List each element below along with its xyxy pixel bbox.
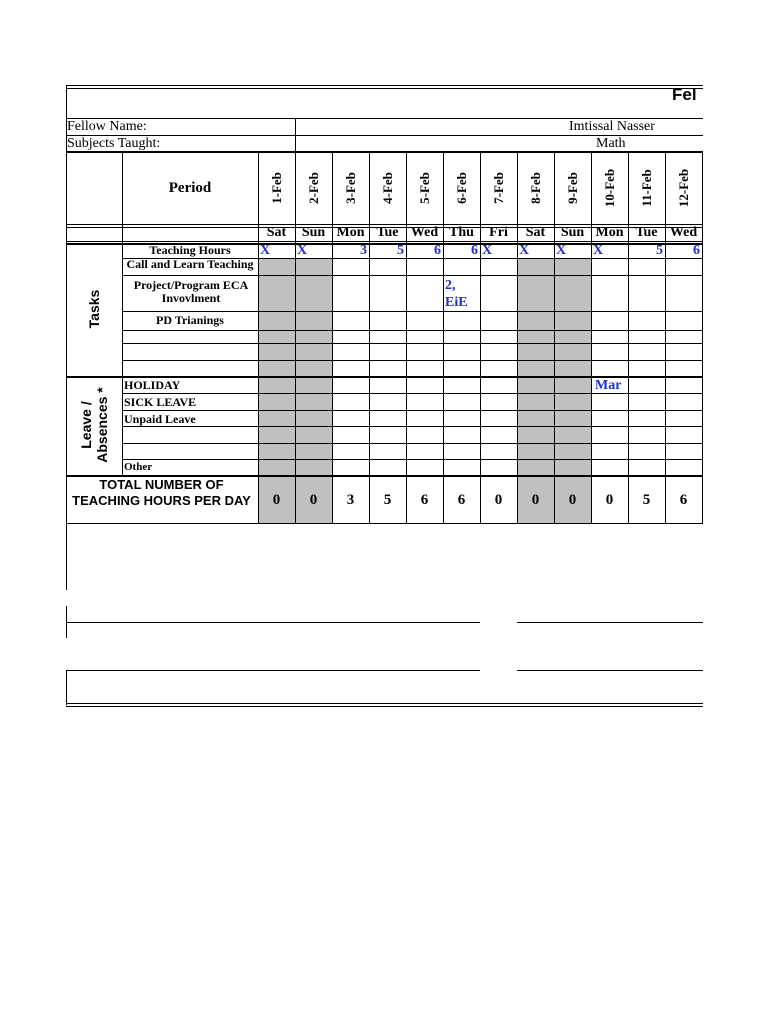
teaching-hours-cell[interactable]: 6 [693,243,700,258]
fellow-name-value: Imtissal Nasser [569,119,655,134]
total-cell: 0 [309,492,318,508]
day-name: Mon [336,225,365,240]
date-header: 1-Feb [268,172,284,204]
leave-group-label: Leave / Absences * [78,387,110,463]
teaching-hours-cell[interactable]: X [519,243,530,258]
subjects-value: Math [596,136,626,151]
date-header: 12-Feb [675,168,691,208]
date-header: 4-Feb [379,172,395,204]
leave-sick: SICK LEAVE [124,395,197,409]
total-cell: 6 [420,492,429,508]
teaching-hours-cell[interactable]: 5 [397,243,404,258]
date-header: 9-Feb [564,172,580,204]
day-name: Mon [595,225,624,240]
task-project-eca: Project/Program ECA Invovlment [133,278,249,305]
date-header: 10-Feb [601,168,617,208]
date-header: 5-Feb [416,172,432,204]
teaching-hours-cell[interactable]: 6 [434,243,441,258]
total-cell: 6 [679,492,688,508]
leave-other: Other [124,461,153,473]
period-label: Period [168,180,212,196]
leave-unpaid: Unpaid Leave [124,412,196,426]
date-header: 11-Feb [638,169,654,207]
teaching-hours-cell[interactable]: 5 [656,243,663,258]
date-header: 6-Feb [453,172,469,204]
teaching-hours-cell[interactable]: X [556,243,567,258]
total-cell: 3 [346,492,355,508]
total-cell: 0 [272,492,281,508]
eca-thu-cell[interactable]: 2, EiE [445,278,468,310]
fellow-name-label: Fellow Name: [67,119,147,134]
day-name: Sun [560,225,585,240]
subjects-label: Subjects Taught: [67,136,161,151]
day-name: Wed [410,225,439,240]
date-header: 3-Feb [342,172,358,204]
total-cell: 0 [605,492,614,508]
day-name: Tue [635,225,658,240]
tasks-group-label: Tasks [86,289,102,329]
task-call-and-learn: Call and Learn Teaching [126,257,254,271]
teaching-hours-cell[interactable]: 6 [471,243,478,258]
day-name: Fri [489,225,508,240]
task-pd-trainings: PD Trianings [156,313,224,327]
sheet-title: Fel [672,85,697,104]
total-cell: 0 [494,492,503,508]
total-cell: 0 [568,492,577,508]
day-name: Sat [525,225,546,240]
teaching-hours-cell[interactable]: X [482,243,493,258]
total-cell: 0 [531,492,540,508]
day-name: Thu [449,225,474,240]
day-name: Tue [376,225,399,240]
teaching-hours-cell[interactable]: X [260,243,271,258]
signature-line [66,670,480,671]
total-label: TOTAL NUMBER OF TEACHING HOURS PER DAY [72,477,251,508]
day-name: Wed [669,225,698,240]
teaching-hours-cell[interactable]: X [297,243,308,258]
signature-line [66,622,480,623]
day-name: Sat [266,225,287,240]
date-header: 2-Feb [305,172,321,204]
holiday-mon-cell[interactable]: Mar [595,378,622,393]
date-header: 7-Feb [490,172,506,204]
total-cell: 5 [383,492,392,508]
leave-holiday: HOLIDAY [124,378,181,392]
date-header: 8-Feb [527,172,543,204]
teaching-hours-cell[interactable]: 3 [360,243,367,258]
signature-line [517,622,703,623]
total-cell: 5 [642,492,651,508]
signature-line [517,670,703,671]
task-teaching-hours: Teaching Hours [149,243,231,257]
teaching-hours-cell[interactable]: X [593,243,604,258]
day-name: Sun [301,225,326,240]
total-cell: 6 [457,492,466,508]
